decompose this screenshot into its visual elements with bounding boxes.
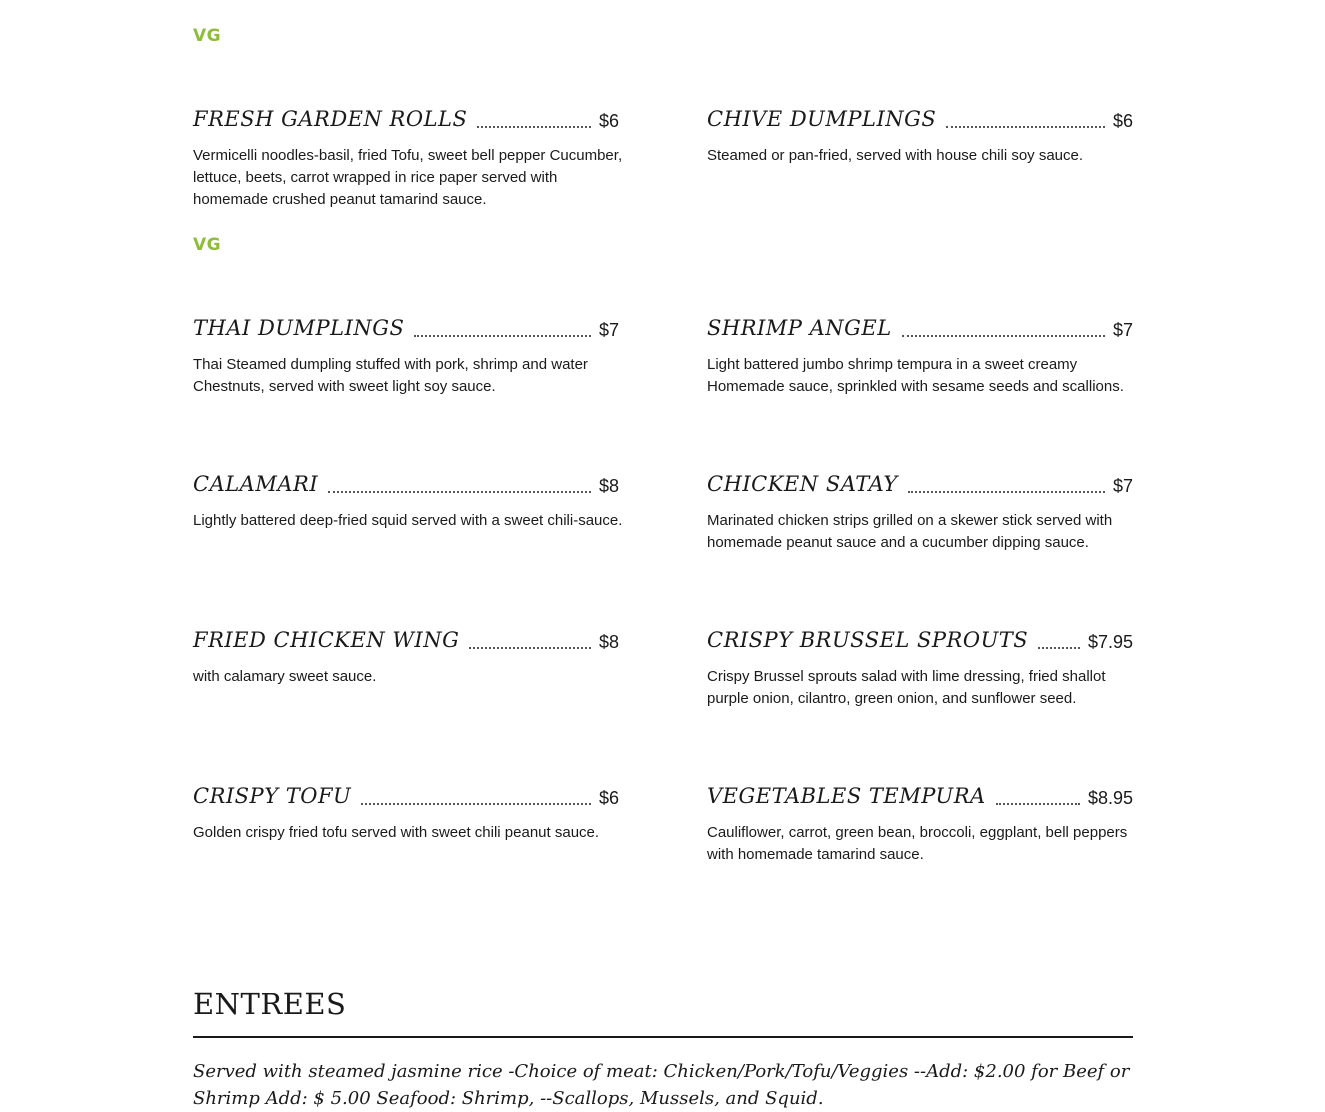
menu-item-vegetables-tempura — [707, 777, 1133, 866]
menu-item-price: $7 — [1112, 476, 1133, 496]
menu-item-description: Lightly battered deep-fried squid served with a sweet chili-sauce. — [193, 512, 623, 529]
menu-item-name: CALAMARI — [193, 472, 319, 496]
menu-item-description: Crispy Brussel sprouts salad with lime dressing, fried shallot purple onion, cilantro, green onion, and sunflower seed. — [707, 668, 1106, 707]
dotted-leader — [902, 334, 1105, 337]
menu-item-price: $6 — [598, 788, 619, 808]
menu-item-price: $7 — [598, 320, 619, 340]
menu-item-name: FRESH GARDEN ROLLS — [193, 107, 468, 131]
menu-item-header — [707, 100, 1133, 132]
menu-item-calamari — [193, 465, 623, 532]
menu-item-crispy-brussel-sprouts — [707, 621, 1133, 710]
menu-item-name: CHIVE DUMPLINGS — [707, 107, 937, 131]
menu-item-chicken-satay — [707, 465, 1133, 554]
menu-item-price: $6 — [598, 111, 619, 131]
menu-item-header — [707, 465, 1133, 497]
menu-item-header — [193, 777, 619, 809]
menu-item-header — [707, 777, 1133, 809]
menu-item-name: SHRIMP ANGEL — [707, 316, 892, 340]
menu-item-thai-dumplings — [193, 309, 619, 398]
menu-item-name: CRISPY TOFU — [193, 784, 352, 808]
menu-item-description: with calamary sweet sauce. — [193, 668, 377, 685]
dotted-leader — [996, 802, 1080, 805]
section-divider — [193, 1036, 1133, 1038]
menu-item-crispy-tofu — [193, 777, 619, 844]
menu-item-description: Cauliflower, carrot, green bean, broccoli, eggplant, bell peppers with homemade tamarind sauce. — [707, 824, 1128, 863]
menu-page — [193, 0, 1133, 1112]
menu-item-price: $7.95 — [1087, 632, 1133, 652]
menu-item-price: $8 — [598, 476, 619, 496]
menu-item-header — [193, 309, 619, 341]
menu-item-name: VEGETABLES TEMPURA — [707, 784, 986, 808]
dotted-leader — [328, 490, 591, 493]
dotted-leader — [946, 125, 1105, 128]
dotted-leader — [469, 646, 591, 649]
menu-item-name: CHICKEN SATAY — [707, 472, 898, 496]
section-title-entrees: ENTREES — [193, 987, 347, 1021]
menu-item-description: Thai Steamed dumpling stuffed with pork, shrimp and water Chestnuts, served with sweet light soy sauce. — [193, 356, 588, 395]
vegetarian-tag: VG — [193, 26, 222, 46]
menu-item-description: Marinated chicken strips grilled on a skewer stick served with homemade peanut sauce and a cucumber dipping sauce. — [707, 512, 1113, 551]
menu-item-chive-dumplings — [707, 100, 1133, 167]
menu-item-name: FRIED CHICKEN WING — [193, 628, 460, 652]
menu-item-header — [193, 621, 619, 653]
menu-item-fried-chicken-wing — [193, 621, 619, 688]
menu-item-price: $6 — [1112, 111, 1133, 131]
section-note: Served with steamed jasmine rice -Choice of meat: Chicken/Pork/Tofu/Veggies --Add: $2.00 for Beef or Shrimp Add: $ 5.00 Seafood: Shrimp, --Scallops, Mussels, and Squid. — [193, 1061, 1130, 1109]
dotted-leader — [1038, 646, 1080, 649]
menu-item-price: $8.95 — [1087, 788, 1133, 808]
menu-item-name: THAI DUMPLINGS — [193, 316, 405, 340]
menu-item-description: Light battered jumbo shrimp tempura in a sweet creamy Homemade sauce, sprinkled with sesame seeds and scallions. — [707, 356, 1124, 395]
menu-item-header — [707, 309, 1133, 341]
menu-item-price: $8 — [598, 632, 619, 652]
menu-item-shrimp-angel — [707, 309, 1133, 398]
vegetarian-tag: VG — [193, 235, 222, 255]
dotted-leader — [477, 125, 591, 128]
menu-item-price: $7 — [1112, 320, 1133, 340]
menu-item-header — [193, 100, 619, 132]
dotted-leader — [414, 334, 591, 337]
menu-item-description: Steamed or pan-fried, served with house chili soy sauce. — [707, 147, 1084, 164]
menu-item-description: Golden crispy fried tofu served with sweet chili peanut sauce. — [193, 824, 600, 841]
menu-item-fresh-garden-rolls — [193, 100, 623, 211]
menu-item-header — [707, 621, 1133, 653]
menu-item-description: Vermicelli noodles-basil, fried Tofu, sweet bell pepper Cucumber, lettuce, beets, carrot wrapped in rice paper served with homemade crushed peanut tamarind sauce. — [193, 147, 623, 208]
dotted-leader — [908, 490, 1105, 493]
menu-item-header — [193, 465, 619, 497]
dotted-leader — [361, 802, 591, 805]
menu-item-name: CRISPY BRUSSEL SPROUTS — [707, 628, 1029, 652]
